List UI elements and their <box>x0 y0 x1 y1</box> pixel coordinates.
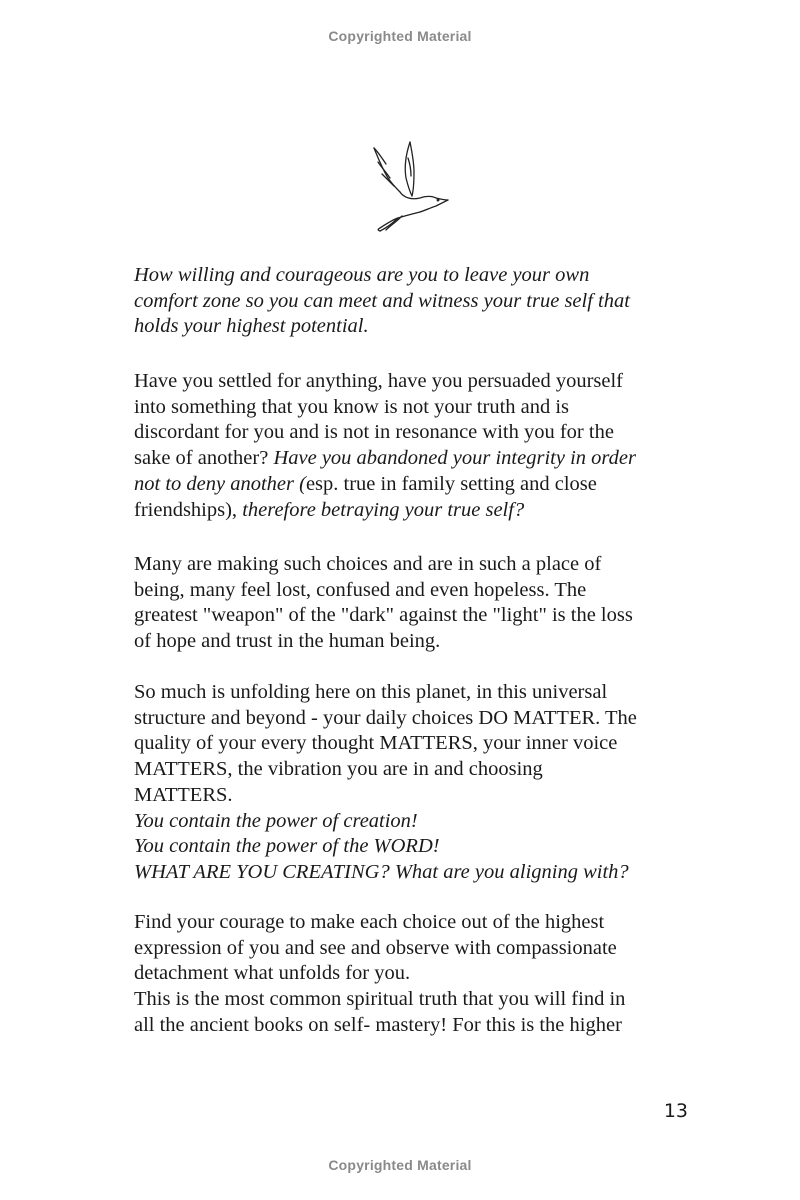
text-line: comfort zone so you can meet and witness your true self that <box>134 289 630 312</box>
text-line: greatest "weapon" of the "dark" against the "light" is the loss <box>134 604 633 627</box>
paragraph-3 <box>134 552 694 655</box>
text-line <box>134 498 694 524</box>
text-segment-italic: therefore betraying your true self? <box>242 498 525 521</box>
text-line: So much is unfolding here on this planet, in this universal <box>134 681 608 703</box>
text-segment: friendships), <box>134 498 238 521</box>
text-line: holds your highest potential. <box>134 315 369 338</box>
copyright-watermark-top: Copyrighted Material <box>328 28 472 44</box>
page-number: 13 <box>663 1100 688 1122</box>
text-line <box>134 472 694 498</box>
text-line: MATTERS, the vibration you are in and choosing <box>134 758 543 781</box>
text-line <box>134 446 694 472</box>
text-segment-italic: Have you abandoned your integrity in order <box>273 447 636 470</box>
text-line: quality of your every thought MATTERS, your inner voice <box>134 732 618 755</box>
text-line: discordant for you and is not in resonance with you for the <box>134 421 614 444</box>
text-line: all the ancient books on self- mastery! For this is the higher <box>134 1013 622 1036</box>
text-line: WHAT ARE YOU CREATING? What are you aligning with? <box>134 860 629 883</box>
text-line: structure and beyond - your daily choices DO MATTER. The <box>134 706 637 729</box>
text-line: into something that you know is not your truth and is <box>134 395 570 418</box>
paragraph-1 <box>134 263 694 340</box>
text-line: Many are making such choices and are in such a place of <box>134 553 602 575</box>
paragraph-2 <box>134 369 694 523</box>
text-line: expression of you and see and observe with compassionate <box>134 936 617 959</box>
text-line: You contain the power of creation! <box>134 809 418 832</box>
text-line: detachment what unfolds for you. <box>134 962 411 985</box>
text-line: How willing and courageous are you to leave your own <box>134 264 590 286</box>
paragraph-5 <box>134 910 694 1039</box>
text-line: of hope and trust in the human being. <box>134 630 441 653</box>
text-segment-italic: not to deny another ( <box>134 472 306 495</box>
text-line: Have you settled for anything, have you persuaded yourself <box>134 370 624 392</box>
text-line: This is the most common spiritual truth that you will find in <box>134 988 626 1011</box>
dove-icon <box>368 140 450 232</box>
text-segment: sake of another? <box>134 447 269 470</box>
text-segment: esp. true in family setting and close <box>305 472 597 495</box>
text-line: being, many feel lost, confused and even hopeless. The <box>134 578 587 601</box>
text-line: You contain the power of the WORD! <box>134 835 440 858</box>
text-line: MATTERS. <box>134 783 233 806</box>
paragraph-4 <box>134 680 694 886</box>
copyright-watermark-bottom: Copyrighted Material <box>328 1157 472 1173</box>
text-line: Find your courage to make each choice out of the highest <box>134 911 605 933</box>
